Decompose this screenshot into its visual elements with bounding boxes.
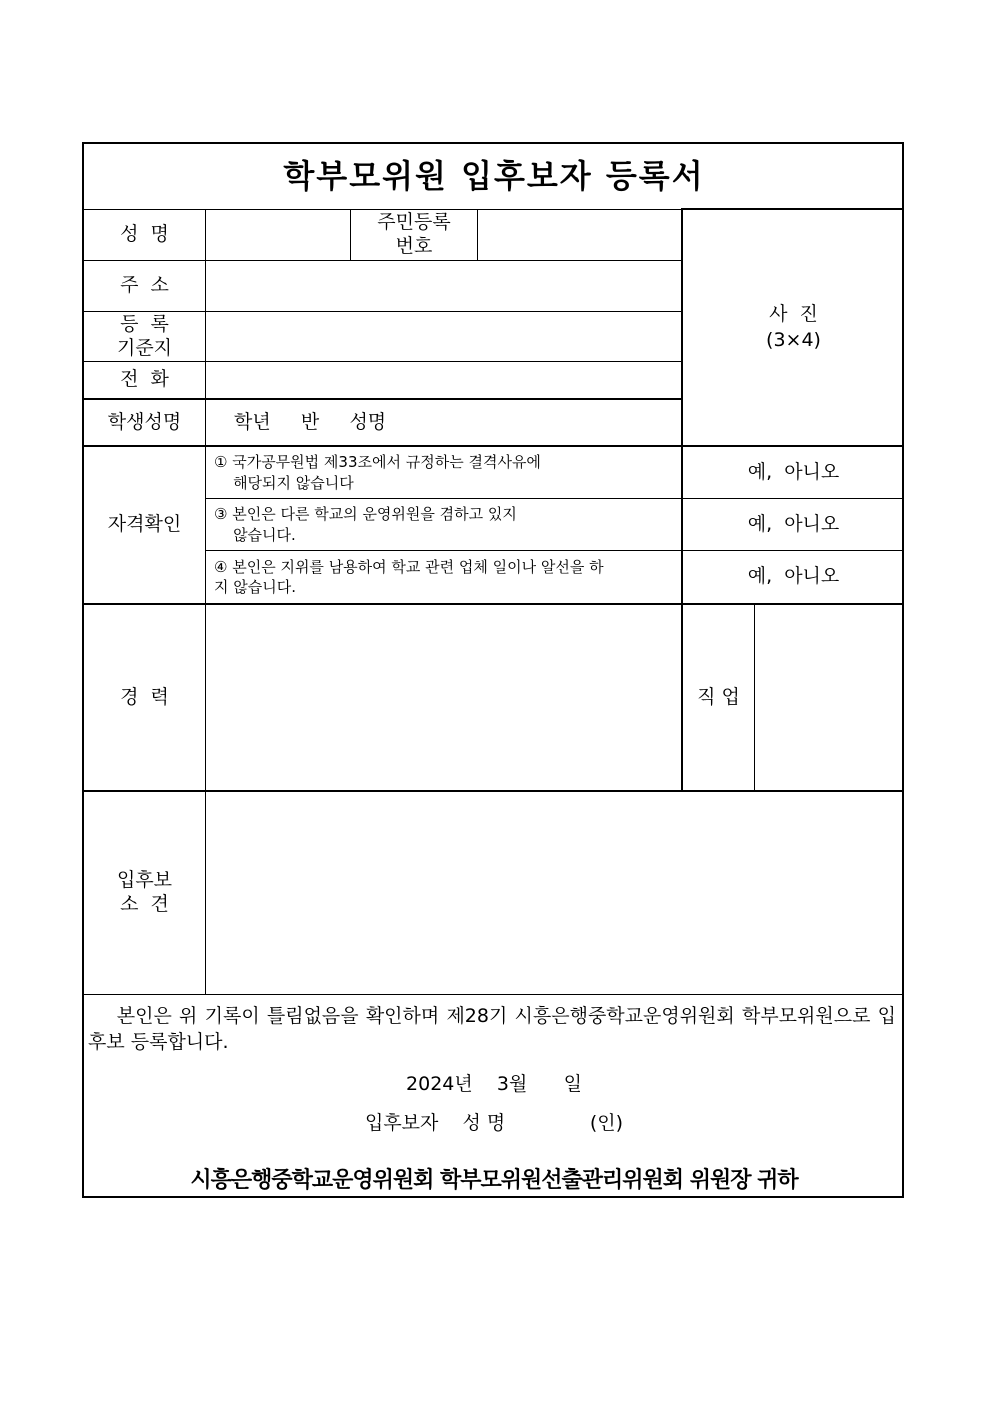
resident-number-field[interactable] (478, 210, 681, 260)
qualification-answer[interactable]: 예, 아니오 (747, 565, 840, 588)
qualification-answer[interactable]: 예, 아니오 (747, 460, 840, 483)
career-field[interactable] (206, 605, 681, 790)
divider (84, 994, 904, 995)
student-fields[interactable]: 학년 반 성명 (234, 410, 387, 433)
qualification-answer[interactable]: 예, 아니오 (747, 512, 840, 535)
phone-label: 전 화 (120, 368, 169, 391)
name-field[interactable] (206, 210, 350, 260)
signature-line: 입후보자 성 명 (인) (364, 1112, 624, 1135)
addressee: 시흥은행중학교운영위원회 학부모위원선출관리위원회 위원장 귀하 (190, 1168, 798, 1194)
photo-box: 사 진 (3×4) (766, 302, 821, 351)
candidacy-statement-label: 입후보 소 견 (116, 869, 173, 915)
candidacy-statement-field[interactable] (206, 792, 904, 994)
registration-form (82, 142, 904, 1198)
qualification-label: 자격확인 (107, 513, 182, 536)
name-label: 성 명 (120, 223, 169, 246)
registered-domicile-label: 등 록 기준지 (116, 312, 173, 359)
qualification-item: ③ 본인은 다른 학교의 운영위원을 겸하고 있지 않습니다. (214, 505, 517, 544)
resident-number-label: 주민등록 번호 (377, 211, 451, 257)
address-label: 주 소 (120, 274, 169, 297)
occupation-field[interactable] (755, 605, 904, 790)
registered-domicile-field[interactable] (206, 312, 681, 361)
page-title: 학부모위원 입후보자 등록서 (283, 157, 705, 195)
declaration-text: 본인은 위 기록이 틀림없음을 확인하며 제28기 시흥은행중학교운영위원회 학부모위원으로 입후보 등록합니다. (88, 1005, 896, 1053)
qualification-item: ① 국가공무원법 제33조에서 규정하는 결격사유에 해당되지 않습니다 (214, 453, 541, 492)
student-name-label: 학생성명 (107, 410, 182, 433)
career-label: 경 력 (120, 685, 169, 708)
address-field[interactable] (206, 261, 681, 311)
occupation-label: 직 업 (697, 685, 740, 708)
date-line: 2024년 3월 일 (406, 1073, 582, 1096)
qualification-item: ④ 본인은 지위를 남용하여 학교 관련 업체 일이나 알선을 하 지 않습니다. (214, 557, 604, 596)
phone-field[interactable] (206, 362, 681, 398)
